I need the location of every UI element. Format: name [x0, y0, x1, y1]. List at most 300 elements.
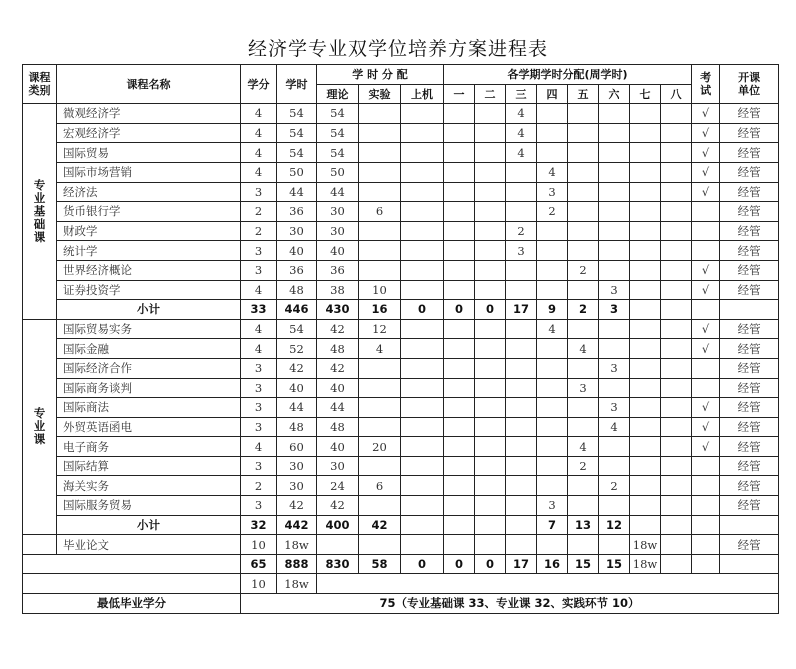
- hours-cell: 42: [277, 496, 317, 516]
- exam-cell: √: [692, 143, 720, 163]
- exam-header: 考试: [692, 65, 720, 104]
- semester-8-cell: [661, 202, 692, 222]
- category-cell: [23, 104, 57, 320]
- semester-4-cell: 4: [537, 162, 568, 182]
- semester-1-cell: [444, 202, 475, 222]
- semester-2-cell: [475, 143, 506, 163]
- semester-6-cell: 4: [599, 417, 630, 437]
- experiment-cell: [359, 143, 401, 163]
- hours-cell: 40: [277, 241, 317, 261]
- dept-cell: 经管: [720, 280, 779, 300]
- credits-cell: 10: [241, 574, 277, 594]
- semester-7-cell: [630, 339, 661, 359]
- course-name-cell: 世界经济概论: [57, 260, 241, 280]
- theory-header: 理论: [317, 84, 359, 104]
- semester-5-cell: 3: [568, 378, 599, 398]
- course-row: [23, 417, 779, 437]
- dept-cell: 经管: [720, 162, 779, 182]
- experiment-cell: [359, 535, 401, 555]
- training-plan-table: [22, 64, 779, 614]
- semester-1-cell: [444, 437, 475, 457]
- semester-2-cell: [475, 123, 506, 143]
- theory-cell: 30: [317, 221, 359, 241]
- semester-7-cell: [630, 202, 661, 222]
- semester-6-cell: [599, 456, 630, 476]
- semester-2-cell: [475, 535, 506, 555]
- semester-3-cell: 4: [506, 143, 537, 163]
- semester-7-cell: [630, 476, 661, 496]
- semester-8-cell: [661, 358, 692, 378]
- course-name-cell: 国际金融: [57, 339, 241, 359]
- exam-cell: [692, 535, 720, 555]
- semester-1-cell: [444, 358, 475, 378]
- semester-7-cell: [630, 398, 661, 418]
- semester-8-cell: [661, 319, 692, 339]
- theory-cell: [317, 535, 359, 555]
- semester-2-cell: 0: [475, 300, 506, 320]
- semester-5-cell: 2: [568, 456, 599, 476]
- semester-7-cell: [630, 515, 661, 535]
- semester-3-cell: [506, 182, 537, 202]
- course-name-cell: 国际贸易: [57, 143, 241, 163]
- course-name-cell: 国际商法: [57, 398, 241, 418]
- hours-cell: 54: [277, 123, 317, 143]
- theory-cell: 54: [317, 123, 359, 143]
- machine-cell: [401, 417, 444, 437]
- semester-7-cell: [630, 241, 661, 261]
- semester-2-cell: [475, 515, 506, 535]
- semester-7-cell: [630, 378, 661, 398]
- course-row: [23, 104, 779, 124]
- semester-7-cell: 18w: [630, 554, 661, 574]
- semester-6-cell: 15: [599, 554, 630, 574]
- machine-cell: [401, 123, 444, 143]
- semester-3-cell: [506, 260, 537, 280]
- theory-cell: 830: [317, 554, 359, 574]
- semester-8-cell: [661, 104, 692, 124]
- hours-header: 学时: [277, 65, 317, 104]
- credits-cell: 4: [241, 339, 277, 359]
- semester-1-cell: [444, 123, 475, 143]
- semester-3-cell: [506, 476, 537, 496]
- hours-cell: 36: [277, 260, 317, 280]
- category-header: 课程类别: [23, 65, 57, 104]
- semester-4-cell: [537, 417, 568, 437]
- hours-cell: 44: [277, 398, 317, 418]
- semester-1-header: 一: [444, 84, 475, 104]
- category-cell: [23, 319, 57, 535]
- dept-cell: 经管: [720, 182, 779, 202]
- subtotal-row: [23, 300, 779, 320]
- semester-1-cell: [444, 143, 475, 163]
- semester-2-cell: [475, 456, 506, 476]
- dept-cell: 经管: [720, 496, 779, 516]
- dept-header: 开课单位: [720, 65, 779, 104]
- semester-4-cell: 16: [537, 554, 568, 574]
- course-row: [23, 398, 779, 418]
- experiment-cell: [359, 456, 401, 476]
- semester-6-cell: [599, 143, 630, 163]
- category-label: 专业课: [33, 406, 46, 447]
- theory-cell: 48: [317, 339, 359, 359]
- dept-cell: 经管: [720, 437, 779, 457]
- semester-7-cell: [630, 143, 661, 163]
- hours-cell: 30: [277, 221, 317, 241]
- course-row: [23, 319, 779, 339]
- dept-cell: 经管: [720, 104, 779, 124]
- practice-row: [23, 574, 779, 594]
- hours-cell: 18w: [277, 574, 317, 594]
- credits-cell: 3: [241, 260, 277, 280]
- credits-cell: 3: [241, 398, 277, 418]
- semester-3-cell: [506, 417, 537, 437]
- machine-cell: 0: [401, 300, 444, 320]
- semester-4-cell: [537, 104, 568, 124]
- theory-cell: 50: [317, 162, 359, 182]
- credits-cell: 3: [241, 417, 277, 437]
- semester-8-header: 八: [661, 84, 692, 104]
- course-row: [23, 182, 779, 202]
- page-title: 经济学专业双学位培养方案进程表: [247, 38, 548, 60]
- semester-1-cell: [444, 456, 475, 476]
- semester-5-cell: [568, 182, 599, 202]
- course-name-header: 课程名称: [57, 65, 241, 104]
- total-label-cell: [23, 554, 241, 574]
- experiment-cell: 10: [359, 280, 401, 300]
- credits-cell: 3: [241, 456, 277, 476]
- course-row: [23, 221, 779, 241]
- semester-8-cell: [661, 123, 692, 143]
- dept-cell: 经管: [720, 241, 779, 261]
- hours-cell: 18w: [277, 535, 317, 555]
- hours-cell: 54: [277, 143, 317, 163]
- credits-cell: 3: [241, 241, 277, 261]
- semester-1-cell: [444, 280, 475, 300]
- experiment-cell: 20: [359, 437, 401, 457]
- semester-6-cell: [599, 260, 630, 280]
- semester-1-cell: [444, 417, 475, 437]
- exam-cell: √: [692, 123, 720, 143]
- semester-8-cell: [661, 162, 692, 182]
- total-row: [23, 554, 779, 574]
- semester-6-cell: [599, 104, 630, 124]
- course-name-cell: 海关实务: [57, 476, 241, 496]
- course-row: [23, 378, 779, 398]
- experiment-header: 实验: [359, 84, 401, 104]
- header-row: [23, 65, 779, 85]
- semester-8-cell: [661, 280, 692, 300]
- course-row: [23, 339, 779, 359]
- credits-cell: 3: [241, 182, 277, 202]
- semester-2-cell: [475, 221, 506, 241]
- course-name-cell: 宏观经济学: [57, 123, 241, 143]
- credits-cell: 4: [241, 437, 277, 457]
- exam-cell: √: [692, 280, 720, 300]
- credits-cell: 2: [241, 202, 277, 222]
- course-name-cell: 国际商务谈判: [57, 378, 241, 398]
- experiment-cell: [359, 123, 401, 143]
- machine-cell: [401, 515, 444, 535]
- semester-1-cell: [444, 339, 475, 359]
- hours-cell: 60: [277, 437, 317, 457]
- semester-5-cell: [568, 104, 599, 124]
- semester-7-cell: [630, 319, 661, 339]
- dept-cell: [720, 515, 779, 535]
- experiment-cell: [359, 182, 401, 202]
- semester-5-cell: [568, 221, 599, 241]
- credits-cell: 4: [241, 319, 277, 339]
- experiment-cell: [359, 104, 401, 124]
- experiment-cell: [359, 358, 401, 378]
- credits-header: 学分: [241, 65, 277, 104]
- semester-6-cell: [599, 202, 630, 222]
- course-row: [23, 496, 779, 516]
- machine-cell: [401, 280, 444, 300]
- theory-cell: 36: [317, 260, 359, 280]
- experiment-cell: [359, 162, 401, 182]
- semester-2-cell: [475, 182, 506, 202]
- exam-cell: √: [692, 104, 720, 124]
- semester-5-cell: 2: [568, 300, 599, 320]
- experiment-cell: [359, 221, 401, 241]
- semester-4-cell: 3: [537, 182, 568, 202]
- semester-6-header: 六: [599, 84, 630, 104]
- course-row: [23, 241, 779, 261]
- theory-cell: 48: [317, 417, 359, 437]
- semester-8-cell: [661, 241, 692, 261]
- semester-3-cell: 4: [506, 123, 537, 143]
- theory-cell: 38: [317, 280, 359, 300]
- semester-7-cell: [630, 260, 661, 280]
- course-name-cell: 统计学: [57, 241, 241, 261]
- exam-cell: [692, 300, 720, 320]
- hours-cell: 30: [277, 456, 317, 476]
- semester-6-cell: [599, 123, 630, 143]
- course-name-cell: 财政学: [57, 221, 241, 241]
- theory-cell: 40: [317, 241, 359, 261]
- semester-2-cell: [475, 241, 506, 261]
- exam-cell: √: [692, 417, 720, 437]
- semester-7-cell: [630, 358, 661, 378]
- semester-4-cell: [537, 221, 568, 241]
- semester-5-cell: [568, 417, 599, 437]
- credits-cell: 65: [241, 554, 277, 574]
- semester-8-cell: [661, 476, 692, 496]
- semester-4-cell: [537, 378, 568, 398]
- machine-cell: [401, 476, 444, 496]
- dept-cell: 经管: [720, 398, 779, 418]
- hours-cell: 888: [277, 554, 317, 574]
- semester-7-cell: [630, 456, 661, 476]
- course-row: [23, 456, 779, 476]
- semester-6-cell: 3: [599, 358, 630, 378]
- experiment-cell: 42: [359, 515, 401, 535]
- semester-2-cell: [475, 476, 506, 496]
- theory-cell: 430: [317, 300, 359, 320]
- hours-cell: 52: [277, 339, 317, 359]
- semester-7-cell: [630, 123, 661, 143]
- machine-cell: [401, 143, 444, 163]
- semester-1-cell: [444, 221, 475, 241]
- dept-cell: 经管: [720, 260, 779, 280]
- semester-8-cell: [661, 182, 692, 202]
- exam-cell: [692, 496, 720, 516]
- semester-2-cell: [475, 496, 506, 516]
- experiment-cell: 12: [359, 319, 401, 339]
- experiment-cell: [359, 417, 401, 437]
- experiment-cell: [359, 398, 401, 418]
- semester-6-cell: [599, 535, 630, 555]
- semester-5-cell: [568, 535, 599, 555]
- dept-cell: 经管: [720, 476, 779, 496]
- semester-5-cell: 2: [568, 260, 599, 280]
- experiment-cell: 16: [359, 300, 401, 320]
- dept-cell: 经管: [720, 358, 779, 378]
- semester-3-cell: [506, 535, 537, 555]
- course-name-cell: 毕业论文: [57, 535, 241, 555]
- machine-cell: [401, 456, 444, 476]
- machine-cell: [401, 358, 444, 378]
- semester-5-cell: 13: [568, 515, 599, 535]
- experiment-cell: [359, 496, 401, 516]
- semester-1-cell: [444, 241, 475, 261]
- credits-cell: 33: [241, 300, 277, 320]
- credits-cell: 4: [241, 280, 277, 300]
- dept-cell: 经管: [720, 202, 779, 222]
- semester-1-cell: [444, 104, 475, 124]
- credits-cell: 3: [241, 378, 277, 398]
- theory-cell: 42: [317, 496, 359, 516]
- semester-1-cell: [444, 162, 475, 182]
- credits-cell: 2: [241, 476, 277, 496]
- semester-8-cell: [661, 437, 692, 457]
- semester-2-cell: [475, 378, 506, 398]
- course-name-cell: 证券投资学: [57, 280, 241, 300]
- subtotal-label: 小计: [57, 300, 241, 320]
- semester-4-cell: [537, 476, 568, 496]
- dept-cell: 经管: [720, 456, 779, 476]
- category-label: 专业基础课: [33, 177, 46, 244]
- semester-3-cell: [506, 398, 537, 418]
- semester-6-cell: [599, 241, 630, 261]
- hours-cell: 48: [277, 417, 317, 437]
- machine-cell: [401, 162, 444, 182]
- semester-7-header: 七: [630, 84, 661, 104]
- experiment-cell: [359, 260, 401, 280]
- hours-cell: 54: [277, 319, 317, 339]
- dept-cell: 经管: [720, 378, 779, 398]
- exam-cell: [692, 241, 720, 261]
- machine-cell: [401, 202, 444, 222]
- theory-cell: 44: [317, 182, 359, 202]
- min-credits-value: 75（专业基础课 33、专业课 32、实践环节 10）: [241, 594, 779, 614]
- semester-4-cell: [537, 241, 568, 261]
- semester-5-cell: [568, 202, 599, 222]
- theory-cell: 40: [317, 378, 359, 398]
- semester-4-cell: 7: [537, 515, 568, 535]
- semester-6-cell: 3: [599, 300, 630, 320]
- min-credits-label: 最低毕业学分: [23, 594, 241, 614]
- machine-cell: [401, 437, 444, 457]
- semester-6-cell: 2: [599, 476, 630, 496]
- theory-cell: 24: [317, 476, 359, 496]
- experiment-cell: 6: [359, 476, 401, 496]
- credits-cell: 4: [241, 104, 277, 124]
- theory-cell: 30: [317, 456, 359, 476]
- semester-8-cell: [661, 378, 692, 398]
- semester-7-cell: [630, 104, 661, 124]
- semester-7-cell: [630, 437, 661, 457]
- theory-cell: 40: [317, 437, 359, 457]
- semester-6-cell: 12: [599, 515, 630, 535]
- machine-cell: [401, 221, 444, 241]
- hour-split-header: 学 时 分 配: [317, 65, 444, 85]
- category-cell: [23, 535, 57, 555]
- semester-4-cell: 2: [537, 202, 568, 222]
- dept-cell: 经管: [720, 339, 779, 359]
- semester-5-cell: [568, 319, 599, 339]
- machine-cell: [401, 398, 444, 418]
- theory-cell: 30: [317, 202, 359, 222]
- semester-8-cell: [661, 535, 692, 555]
- exam-cell: √: [692, 339, 720, 359]
- course-name-cell: 微观经济学: [57, 104, 241, 124]
- course-row: [23, 358, 779, 378]
- semester-4-cell: [537, 143, 568, 163]
- semester-5-cell: 4: [568, 339, 599, 359]
- semester-7-cell: [630, 280, 661, 300]
- semester-6-cell: [599, 221, 630, 241]
- semester-6-cell: 3: [599, 280, 630, 300]
- machine-cell: [401, 182, 444, 202]
- hours-cell: 54: [277, 104, 317, 124]
- exam-cell: √: [692, 182, 720, 202]
- credits-cell: 3: [241, 496, 277, 516]
- theory-cell: 44: [317, 398, 359, 418]
- semester-3-cell: [506, 358, 537, 378]
- exam-cell: [692, 456, 720, 476]
- min-credits-row: [23, 594, 779, 614]
- semester-3-cell: [506, 202, 537, 222]
- course-name-cell: 电子商务: [57, 437, 241, 457]
- semester-5-cell: 4: [568, 437, 599, 457]
- practice-empty-cell: [317, 574, 779, 594]
- exam-cell: [692, 515, 720, 535]
- machine-cell: [401, 241, 444, 261]
- exam-cell: [692, 378, 720, 398]
- semester-7-cell: [630, 182, 661, 202]
- semester-1-cell: [444, 515, 475, 535]
- experiment-cell: 4: [359, 339, 401, 359]
- theory-cell: 54: [317, 104, 359, 124]
- practice-label-cell: [23, 574, 241, 594]
- semester-3-cell: [506, 162, 537, 182]
- semester-4-cell: [537, 398, 568, 418]
- hours-cell: 50: [277, 162, 317, 182]
- semester-2-cell: [475, 339, 506, 359]
- semester-4-cell: [537, 535, 568, 555]
- semester-2-cell: [475, 104, 506, 124]
- semester-4-cell: [537, 456, 568, 476]
- machine-cell: [401, 496, 444, 516]
- dept-cell: 经管: [720, 535, 779, 555]
- subtotal-row: [23, 515, 779, 535]
- semester-2-cell: [475, 162, 506, 182]
- semester-3-cell: [506, 280, 537, 300]
- hours-cell: 40: [277, 378, 317, 398]
- semester-7-cell: [630, 221, 661, 241]
- semester-6-cell: [599, 162, 630, 182]
